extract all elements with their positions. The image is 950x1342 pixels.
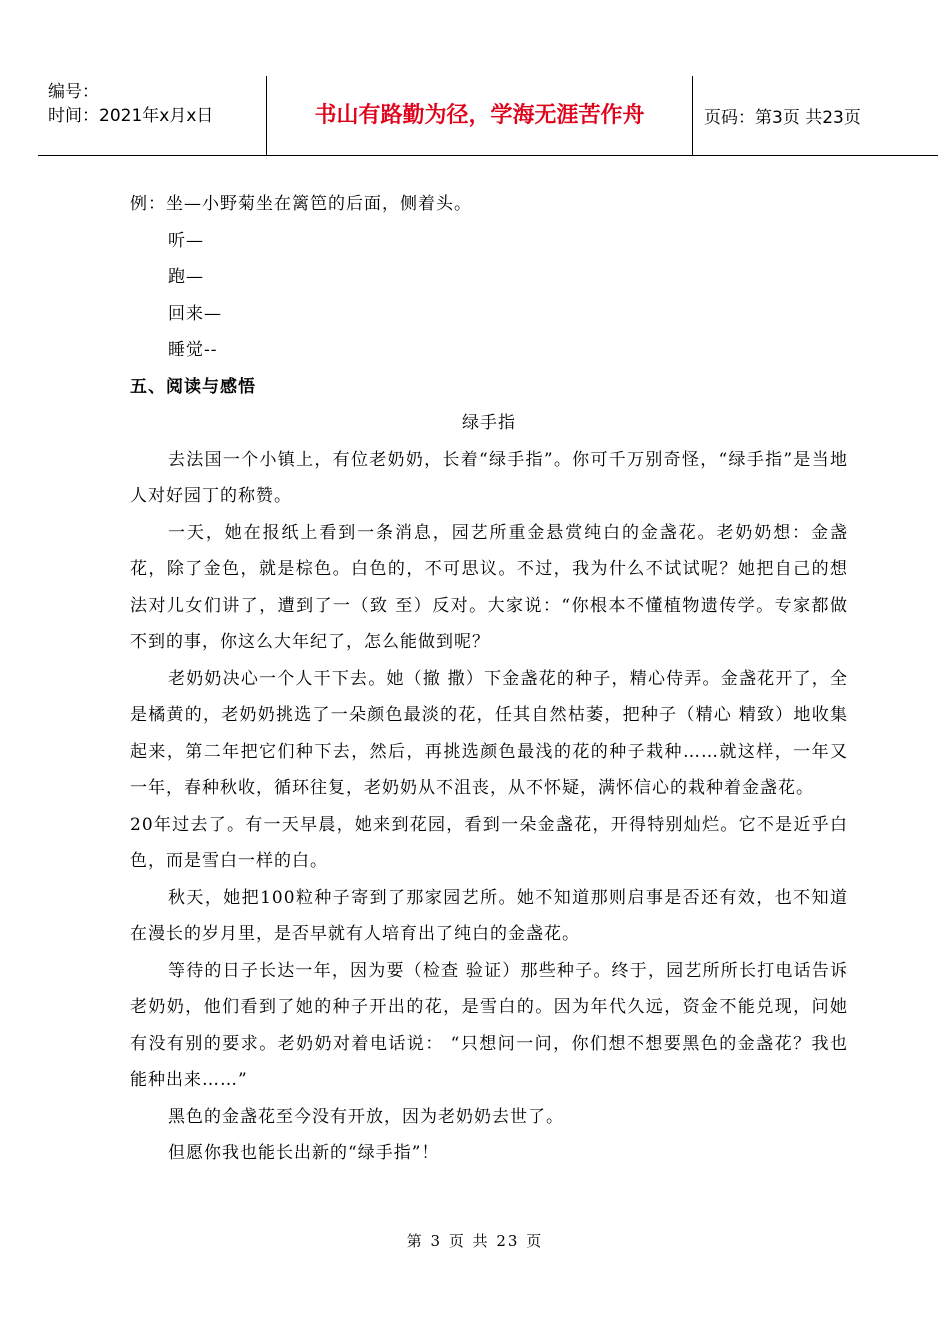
header-divider: [692, 76, 693, 155]
number-label: 编号：: [48, 82, 99, 102]
paragraph: 等待的日子长达一年，因为要（检查 验证）那些种子。终于，园艺所所长打电话告诉老奶奶，他们看到了她的种子开出的花，是雪白的。因为年代久远，资金不能兑现，问她有没有别的要求。老奶奶对着电话说： “只想问一问，你们想不想要黑色的金盏花？我也能种出来……”: [130, 960, 848, 1090]
fill-item: 听—: [168, 230, 204, 251]
page-footer: 第 3 页 共 23 页: [406, 1232, 544, 1250]
fill-item: 跑—: [168, 267, 204, 287]
example-line: 例：坐—小野菊坐在篱笆的后面，侧着头。: [130, 194, 472, 214]
paragraph: 黑色的金盏花至今没有开放，因为老奶奶去世了。: [168, 1106, 564, 1127]
paragraph: 一天，她在报纸上看到一条消息，园艺所重金悬赏纯白的金盏花。老奶奶想：金盏花，除了金色，就是棕色。白色的，不可思议。不过，我为什么不试试呢？她把自己的想法对儿女们讲了，遭到了一（致 至）反对。大家说：“你根本不懂植物遗传学。专家都做不到的事，你这么大年纪了，怎么能做到呢？: [130, 522, 848, 652]
header-page-label: 页码：第3页 共23页: [704, 108, 861, 128]
page-header: [38, 76, 938, 156]
section-heading: 五、阅读与感悟: [130, 376, 256, 397]
document-body: [130, 186, 848, 1172]
time-label: 时间：2021年x月x日: [48, 106, 214, 126]
paragraph: 秋天，她把100粒种子寄到了那家园艺所。她不知道那则启事是否还有效，也不知道在漫长的岁月里，是否早就有人培育出了纯白的金盏花。: [130, 887, 848, 944]
story-title: 绿手指: [462, 413, 516, 433]
paragraph: 但愿你我也能长出新的“绿手指”！: [168, 1143, 440, 1163]
fill-item: 回来—: [168, 303, 222, 324]
paragraph: 去法国一个小镇上，有位老奶奶，长着“绿手指”。你可千万别奇怪，“绿手指”是当地人对好园丁的称赞。: [130, 449, 848, 506]
fill-item: 睡觉--: [168, 340, 218, 360]
header-meta: [48, 80, 213, 128]
paragraph: 老奶奶决心一个人干下去。她（撤 撒）下金盏花的种子，精心侍弄。金盏花开了，全是橘黄的，老奶奶挑选了一朵颜色最淡的花，任其自然枯萎，把种子（精心 精致）地收集起来，第二年把它们种下去，然后，再挑选颜色最浅的花的种子栽种……就这样，一年又一年，春种秋收，循环往复，老奶奶从不沮丧，从不怀疑，满怀信心的栽种着金盏花。: [130, 668, 848, 798]
paragraph: 20年过去了。有一天早晨，她来到花园，看到一朵金盏花，开得特别灿烂。它不是近乎白色，而是雪白一样的白。: [130, 814, 848, 871]
header-motto: 书山有路勤为径，学海无涯苦作舟: [314, 103, 645, 128]
